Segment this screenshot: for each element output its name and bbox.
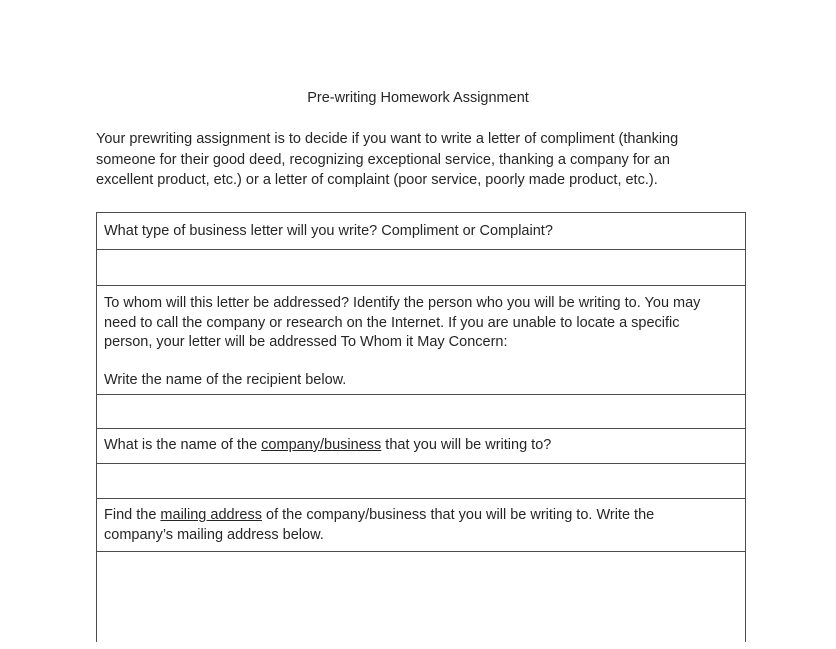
page-title: Pre-writing Homework Assignment [307,90,529,106]
assignment-table [96,212,746,642]
question-mailing-address [97,499,745,552]
question-text: What type of business letter will you write? Compliment or Complaint? [104,223,553,239]
answer-cell-company[interactable] [97,464,745,499]
letter-type-field[interactable] [104,250,738,285]
question-text-part: that you will be writing to? [381,437,552,453]
question-text [104,506,738,526]
mailing-address-field[interactable] [104,552,738,642]
question-company [97,429,745,464]
question-text-part: of the company/business that you will be writing to. Write the [261,507,655,523]
intro-line: Your prewriting assignment is to decide if you want to write a letter of compliment (thanking [96,131,679,147]
question-text-part: Find the [104,507,161,523]
underlined-term: company/business [261,437,382,453]
question-letter-type [97,213,745,250]
question-text: need to call the company or research on the Internet. If you are unable to locate a specific [104,314,680,331]
intro-paragraph [96,129,746,191]
question-text [104,436,738,456]
intro-line: excellent product, etc.) or a letter of complaint (poor service, poorly made product, etc.). [96,172,658,188]
underlined-term: mailing address [160,507,262,523]
question-text-part: What is the name of the [104,437,262,453]
recipient-name-field[interactable] [104,395,738,428]
answer-cell-recipient[interactable] [97,395,745,429]
intro-line: someone for their good deed, recognizing exceptional service, thanking a company for an [96,151,670,168]
question-text: To whom will this letter be addressed? Identify the person who you will be writing to. You may [104,295,701,311]
question-text: company’s mailing address below. [104,526,324,543]
question-recipient [97,286,745,395]
answer-cell-letter-type[interactable] [97,250,745,286]
answer-cell-mailing-address[interactable] [97,552,745,642]
blank-line [104,353,738,371]
question-text: person, your letter will be addressed To Whom it May Concern: [104,334,508,350]
question-instruction: Write the name of the recipient below. [104,371,347,388]
company-name-field[interactable] [104,464,738,498]
